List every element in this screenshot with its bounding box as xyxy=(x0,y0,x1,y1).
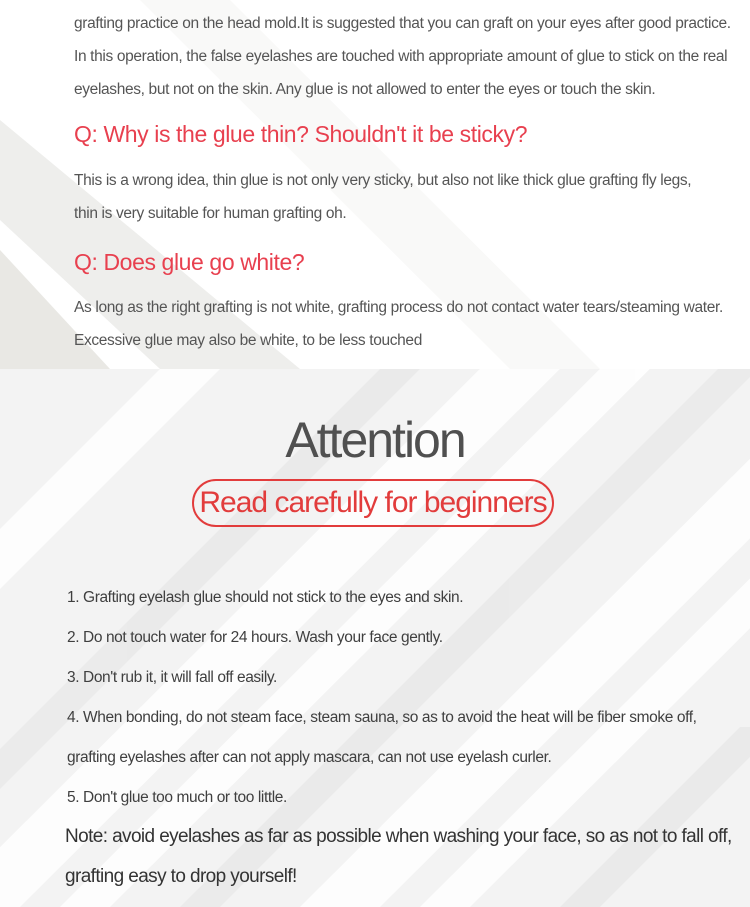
faq-intro-line: grafting practice on the head mold.It is suggested that you can graft on your eyes after good practice. xyxy=(74,15,731,32)
faq-question-glue-white: Q: Does glue go white? xyxy=(74,249,305,275)
attention-title: Attention xyxy=(285,412,465,468)
rule-item: 2. Do not touch water for 24 hours. Wash your face gently. xyxy=(67,629,443,646)
faq-question-glue-thin: Q: Why is the glue thin? Shouldn't it be sticky? xyxy=(74,121,528,147)
faq-intro-line: In this operation, the false eyelashes are touched with appropriate amount of glue to stick on the real xyxy=(74,48,728,65)
rule-item: 4. When bonding, do not steam face, steam sauna, so as to avoid the heat will be fiber smoke off, xyxy=(67,709,697,726)
faq-answer-line: This is a wrong idea, thin glue is not only very sticky, but also not like thick glue grafting fly legs, xyxy=(74,172,692,189)
faq-section xyxy=(0,0,750,369)
rule-item-continued: grafting eyelashes after can not apply mascara, can not use eyelash curler. xyxy=(67,749,552,766)
beginners-badge: Read carefully for beginners xyxy=(192,479,554,527)
note-line: grafting easy to drop yourself! xyxy=(65,866,297,887)
attention-section xyxy=(0,369,750,907)
faq-answer-line: thin is very suitable for human grafting oh. xyxy=(74,205,347,222)
faq-intro-line: eyelashes, but not on the skin. Any glue is not allowed to enter the eyes or touch the skin. xyxy=(74,81,656,98)
faq-answer-line: Excessive glue may also be white, to be less touched xyxy=(74,332,422,349)
rule-item: 1. Grafting eyelash glue should not stick to the eyes and skin. xyxy=(67,589,464,606)
note-line: Note: avoid eyelashes as far as possible when washing your face, so as not to fall off, xyxy=(65,826,732,847)
faq-answer-line: As long as the right grafting is not white, grafting process do not contact water tears/steaming water. xyxy=(74,299,723,316)
rule-item: 5. Don't glue too much or too little. xyxy=(67,789,287,806)
rule-item: 3. Don't rub it, it will fall off easily. xyxy=(67,669,277,686)
rules-list xyxy=(0,369,750,907)
